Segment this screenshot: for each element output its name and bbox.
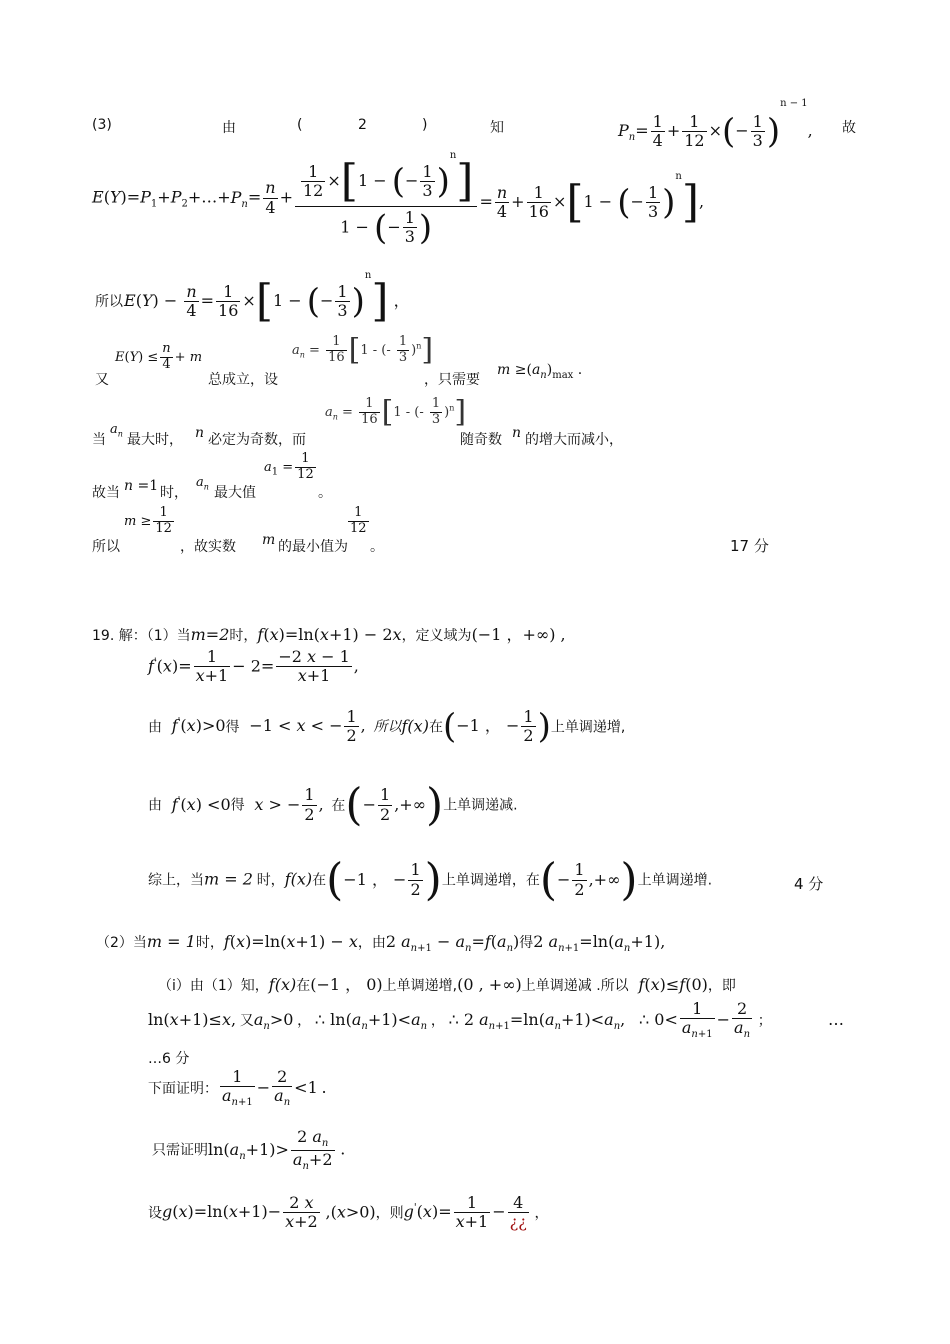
final-mvar: m — [262, 532, 276, 548]
dec-end: 上单调递减. — [443, 797, 518, 814]
part3-label: (3) — [92, 117, 112, 133]
when-c: 必定为奇数，而 — [208, 432, 306, 448]
set-b: ，则 — [375, 1205, 404, 1222]
prove-end: . — [321, 1078, 327, 1098]
sum-d: 上单调递增. — [637, 872, 713, 889]
pi-e: ，即 — [707, 978, 736, 994]
prove-f: $\frac{1}{a_{n+1}}$ − $\frac{2}{a_n}$ <1 — [222, 1067, 318, 1109]
inc-b: 得 — [225, 719, 240, 736]
q19-part2 — [96, 932, 665, 954]
set-cond: ,(x>0) — [325, 1202, 376, 1222]
inc-in: 在 — [428, 719, 443, 736]
need-f: $\ln(a_n+1)>$ $\frac{2 a_n}{a_n+2}$ — [208, 1127, 333, 1172]
so-b: 时， — [160, 485, 188, 501]
p2-rec2: 2 $a_{n+1}=\ln(a_n+1)$, — [533, 932, 666, 955]
when-n: n — [195, 425, 205, 441]
inc-so: 所以 — [373, 719, 402, 736]
when-n2: n — [512, 425, 522, 441]
sum-c: 上单调递增，在 — [441, 872, 540, 889]
q19-i-line1 — [158, 972, 736, 995]
pi-int1: (−1 ， 0) — [310, 975, 383, 994]
sum-int2: (− $\frac{1}{2}$ ,+∞) — [539, 854, 638, 905]
dec-range: x > − $\frac{1}{2}$ , — [254, 785, 324, 824]
so-a1: $a_1$ = $\frac{1}{12}$ — [264, 451, 314, 482]
word-gu: 故 — [842, 120, 856, 136]
l2-dots: … — [828, 1010, 844, 1029]
inc-end: 上单调递增, — [550, 719, 626, 736]
sum-m: m = 2 — [204, 869, 253, 889]
final-end: 。 — [370, 539, 384, 555]
q19-need — [152, 1128, 345, 1172]
you-mid: 总成立，设 — [208, 372, 278, 388]
q19-domain: ，定义域为 — [401, 628, 472, 644]
sum-in: 在 — [312, 872, 327, 889]
diff-formula: E(Y) − $\frac{n}{4}$ = $\frac{1}{16}$ ×[1 − (− $\frac{1}{3}$ )$^n$] ， — [124, 270, 410, 327]
when-e: 的增大而减小， — [525, 432, 623, 448]
final-m: m ≥ $\frac{1}{12}$ — [124, 505, 172, 536]
pi-a: （i）由（1）知， — [158, 978, 269, 994]
need-a: 只需证明 — [152, 1142, 208, 1159]
q19-m2: m=2 — [190, 625, 230, 644]
you-need: $m \ge(a_n)_{max}$ . — [497, 362, 583, 381]
when-an-formula: $a_n$ = $\frac{1}{16}$ [1 - (- $\frac{1}{3}$ )$^n$] — [325, 394, 467, 430]
you-end: ，只需要 — [424, 372, 480, 388]
pi-d: 上单调递减 .所以 — [521, 978, 629, 994]
p2-rec: 2 $a_{n+1} - a_n=f(a_n)$ — [385, 932, 520, 955]
l2-h: ∴ 0< $\frac{1}{a_{n+1}}$ − $\frac{2}{a_n}$ — [639, 999, 751, 1041]
when-b: 最大时， — [127, 432, 183, 448]
sum-fx: f(x) — [284, 869, 313, 889]
inc-fx: f(x) — [401, 716, 429, 736]
q19-head — [92, 622, 566, 645]
score-4: 4 分 — [794, 875, 824, 893]
so-end: 。 — [318, 485, 332, 501]
q19-f: f(x)=ln(x+1) − 2x — [257, 625, 402, 644]
sum-a: 综上，当 — [148, 872, 204, 889]
so-a: 故当 — [92, 485, 120, 501]
q19-prove — [148, 1068, 327, 1109]
diff-prefix: 所以 — [95, 294, 123, 310]
final-val: $\frac{1}{12}$ — [350, 505, 367, 536]
q19-inc — [148, 708, 625, 746]
pi-f: f(x) — [268, 975, 297, 994]
l2-c: $a_n>0$ — [253, 1010, 294, 1033]
l2-g: ∴ 2 $a_{n+1}=\ln(a_n+1)<a_n$, — [448, 1010, 626, 1033]
set-end: ， — [534, 1205, 549, 1222]
q19-deriv: f'(x)= $\frac{1}{x+1}$ − 2= $\frac{-2 x - 1}{x+1}$ , — [148, 647, 359, 686]
p2-m: m = 1 — [146, 932, 196, 951]
you-ineq: E(Y) ≤ $\frac{n}{4}$ + m — [115, 341, 203, 372]
q19-label: 19. 解：（1）当 — [92, 628, 191, 644]
when-d: 随奇数 — [460, 432, 502, 448]
dec-cond: f'(x) <0 — [171, 794, 231, 814]
sum-int1: (−1 ， − $\frac{1}{2}$ ) — [326, 854, 442, 905]
l2-f: ， — [430, 1013, 445, 1030]
p2-d: 得 — [519, 935, 534, 951]
word-rparen: ) — [422, 117, 428, 133]
pi-b: 在 — [296, 978, 311, 994]
pn-formula: $P_n=$ $\frac{1}{4}$ + $\frac{1}{12}$ ×(− $\frac{1}{3}$ )$^{n - 1}$, — [618, 98, 813, 152]
when-a: 当 — [92, 432, 106, 448]
q19-i-line2 — [148, 1000, 772, 1041]
p2-c: ，由 — [357, 935, 386, 951]
q19-dec — [148, 779, 518, 830]
pi-ineq: f(x)≤f(0) — [638, 975, 708, 994]
pi-int2: (0 , +∞) — [457, 975, 522, 994]
so-an: $a_n$ — [196, 475, 209, 492]
you-prefix: 又 — [95, 372, 109, 388]
need-end: . — [340, 1139, 346, 1159]
score-6: …6 分 — [148, 1051, 190, 1067]
ey-formula: $E(Y)=P_1+P_2+\dots+P_n=$ $\frac{n}{4}$ + $\frac{1}{12}$ ×[1 − (− $\frac{1}{3}$ )$^n$] 1 − (− $\frac{1}{3}$ ) = $\frac{n}{4}$ + $\frac{1}{16}$ ×[1 − (− $\frac{1}{3}$ )$^n$], — [92, 150, 705, 248]
l2-d: ， — [297, 1013, 312, 1030]
word-lparen: ( — [297, 117, 303, 133]
set-gp: g'(x)= $\frac{1}{x+1}$ − $\frac{4}{¿¿}$ — [403, 1193, 527, 1232]
dec-a: 由 — [148, 797, 162, 814]
word-you: 由 — [222, 120, 236, 136]
q19-set — [148, 1194, 549, 1232]
score-17: 17 分 — [730, 537, 769, 555]
q19-summary — [148, 854, 713, 905]
so-c: 最大值 — [214, 485, 256, 501]
final-a: 所以 — [92, 539, 120, 555]
dec-interval: (− $\frac{1}{2}$ ,+∞) — [345, 779, 444, 830]
you-an: $a_n$ = $\frac{1}{16}$ [1 - (- $\frac{1}{3}$ )$^n$] — [292, 332, 434, 368]
inc-a: 由 — [148, 719, 162, 736]
set-a: 设 — [148, 1205, 162, 1222]
l2-b: 又 — [239, 1013, 254, 1030]
dec-in: 在 — [331, 797, 346, 814]
p2-a: （2）当 — [96, 935, 147, 951]
inc-interval: (−1 ， − $\frac{1}{2}$ ) — [442, 706, 551, 747]
p2-b: 时， — [195, 935, 224, 951]
prove-a: 下面证明： — [148, 1081, 218, 1098]
q19-mid: 时， — [229, 628, 258, 644]
when-an: $a_n$ — [110, 422, 123, 439]
inc-cond: f'(x)>0 — [171, 716, 226, 736]
set-g: g(x)=ln(x+1)− $\frac{2 x}{x+2}$ — [162, 1193, 318, 1232]
word-two: 2 — [358, 117, 367, 133]
l2-i: ； — [757, 1013, 772, 1030]
word-zhi: 知 — [490, 120, 504, 136]
final-b: ，故实数 — [180, 539, 236, 555]
q19-interval: (−1 ，+∞) , — [471, 625, 566, 644]
sum-b: 时， — [256, 872, 285, 889]
l2-a: ln(x+1)≤x, — [148, 1010, 237, 1030]
so-n1: n =1 — [124, 478, 159, 494]
l2-e: ∴ $\ln(a_n+1)<a_n$ — [314, 1010, 428, 1033]
pi-c: 上单调递增, — [382, 978, 458, 994]
p2-f: f(x)=ln(x+1) − x — [223, 932, 358, 951]
inc-range: −1 < x < − $\frac{1}{2}$ , — [249, 707, 366, 746]
dec-b: 得 — [230, 797, 245, 814]
final-c: 的最小值为 — [278, 539, 348, 555]
